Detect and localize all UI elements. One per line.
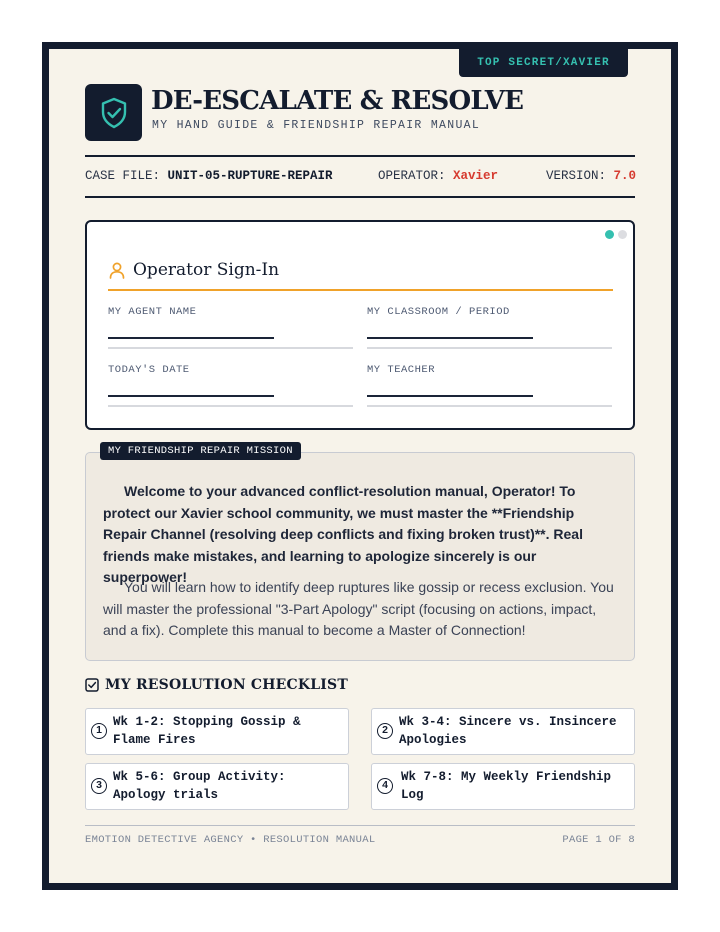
checklist-item-number: 1 (91, 723, 107, 739)
classroom-label: MY CLASSROOM / PERIOD (367, 306, 510, 318)
checklist-item-text: Wk 5-6: Group Activity: Apology trials (113, 770, 286, 802)
checklist-title: MY RESOLUTION CHECKLIST (105, 677, 348, 693)
secret-tab: TOP SECRET/XAVIER (459, 49, 628, 77)
checkbox-icon (85, 678, 99, 692)
case-file (85, 169, 333, 183)
date-baseline (108, 405, 353, 407)
checklist-item[interactable] (371, 708, 635, 755)
status-dot-teal (605, 230, 614, 239)
case-file-value: UNIT-05-RUPTURE-REPAIR (167, 169, 333, 183)
page-title: DE-ESCALATE & RESOLVE (151, 86, 524, 116)
agent-name-baseline (108, 347, 353, 349)
checklist-header (85, 677, 348, 693)
teacher-baseline (367, 405, 612, 407)
sign-in-title: Operator Sign-In (133, 260, 280, 280)
operator (378, 169, 498, 183)
agent-name-field[interactable] (108, 337, 274, 339)
version-label: VERSION: (546, 169, 607, 183)
agent-name-label: MY AGENT NAME (108, 306, 197, 318)
date-field[interactable] (108, 395, 274, 397)
teacher-label: MY TEACHER (367, 364, 436, 376)
page-number: PAGE 1 OF 8 (562, 834, 635, 846)
checklist-item-number: 2 (377, 723, 393, 739)
checklist-item-text: Wk 7-8: My Weekly Friendship Log (401, 770, 612, 802)
checklist-item-text: Wk 3-4: Sincere vs. Insincere Apologies (399, 715, 617, 747)
checklist-item-number: 4 (377, 778, 393, 794)
shield-check-icon (97, 96, 131, 130)
logo-badge (85, 84, 142, 141)
page-subtitle: MY HAND GUIDE & FRIENDSHIP REPAIR MANUAL (152, 119, 481, 132)
date-label: TODAY'S DATE (108, 364, 190, 376)
version (546, 169, 636, 183)
checklist-item[interactable] (85, 708, 349, 755)
classroom-field[interactable] (367, 337, 533, 339)
case-file-label: CASE FILE: (85, 169, 161, 183)
sign-in-card (85, 220, 635, 430)
teacher-field[interactable] (367, 395, 533, 397)
mission-body: You will learn how to identify deep ruptures like gossip or recess exclusion. You will master the professional "3-Part Apology" script (focusing on actions, impact, and a fix). Complete this manual to become a Master of Connection! (103, 579, 614, 638)
footer-agency: EMOTION DETECTIVE AGENCY • RESOLUTION MANUAL (85, 834, 376, 846)
sign-in-divider (108, 289, 613, 291)
status-dot-grey (618, 230, 627, 239)
mission-tag: MY FRIENDSHIP REPAIR MISSION (100, 442, 301, 460)
person-icon (109, 262, 125, 279)
header-rule-bottom (85, 196, 635, 198)
version-value: 7.0 (613, 169, 637, 183)
checklist-item-number: 3 (91, 778, 107, 794)
checklist-item-text: Wk 1-2: Stopping Gossip & Flame Fires (113, 715, 301, 747)
operator-value: Xavier (453, 169, 499, 183)
header-rule-top (85, 155, 635, 157)
operator-label: OPERATOR: (378, 169, 446, 183)
footer-rule (85, 825, 635, 826)
checklist-item[interactable] (371, 763, 635, 810)
classroom-baseline (367, 347, 612, 349)
mission-intro: Welcome to your advanced conflict-resolution manual, Operator! To protect our Xavier school community, we must master the **Friendship Repair Channel (resolving deep conflicts and fixing broken trust)**. Real friends make mistakes, and learning to apologize sincerely is our superpower! (103, 483, 583, 585)
checklist-item[interactable] (85, 763, 349, 810)
